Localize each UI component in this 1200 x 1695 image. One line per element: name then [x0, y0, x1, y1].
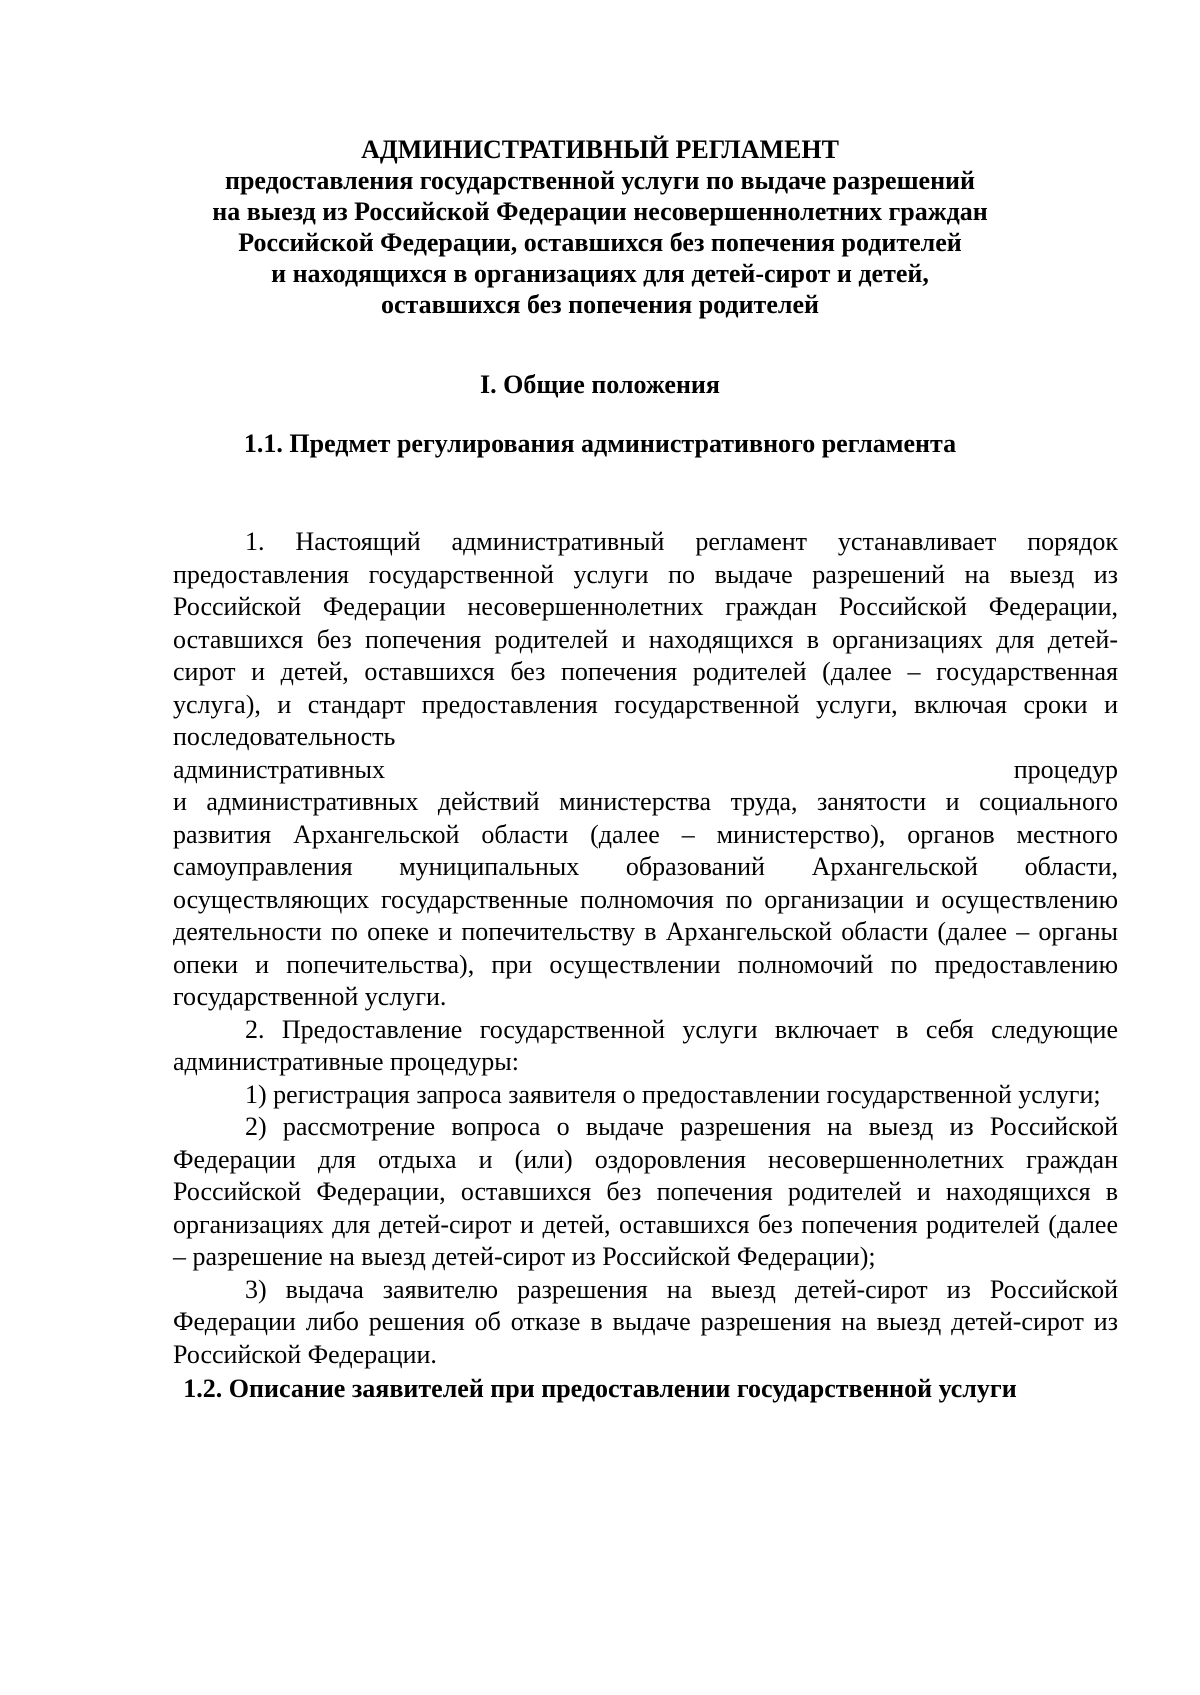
paragraph-1-part2: и административных действий министерства труда, занятости и социального развития Архангельской области (далее – министерство), органов местного самоуправления муниципальных образований Архангельской области, осуществляющих государственные полномочия по организации и осуществлению деятельности по опеке и попечительству в Архангельской области (далее – органы опеки и попечительства), при осуществлении полномочий по предоставлению государственной услуги. [173, 787, 1118, 1011]
list-item-2: 2) рассмотрение вопроса о выдаче разрешения на выезд из Российской Федерации для отдыха и (или) оздоровления несовершеннолетних граждан Российской Федерации, оставшихся без попечения родителей и находящихся в организациях для детей-сирот и детей, оставшихся без попечения родителей (далее – разрешение на выезд детей-сирот из Российской Федерации); [173, 1112, 1118, 1271]
section-heading: I. Общие положения [480, 370, 720, 399]
list-item-1: 1) регистрация запроса заявителя о предоставлении государственной услуги; [245, 1079, 1101, 1109]
subsection-heading-1-2: 1.2. Описание заявителей при предоставлении государственной услуги [183, 1374, 1017, 1403]
title-line: АДМИНИСТРАТИВНЫЙ РЕГЛАМЕНТ [361, 135, 839, 164]
paragraph-1-word-left: административных [173, 754, 385, 784]
document-body [173, 526, 1118, 1371]
paragraph-1-spread-line [173, 754, 1118, 787]
title-line: Российской Федерации, оставшихся без попечения родителей [238, 228, 962, 257]
paragraph-2: 2. Предоставление государственной услуги включает в себя следующие административные процедуры: [173, 1014, 1118, 1076]
title-line: на выезд из Российской Федерации несовершеннолетних граждан [212, 197, 988, 226]
title-line: оставшихся без попечения родителей [381, 290, 819, 319]
document-title [150, 134, 1050, 320]
paragraph-1-part1: 1. Настоящий административный регламент устанавливает порядок предоставления государственной услуги по выдаче разрешений на выезд из Российской Федерации несовершеннолетних граждан Российской Федерации, оставшихся без попечения родителей и находящихся в организациях для детей-сирот и детей, оставшихся без попечения родителей (далее – государственная услуга), и стандарт предоставления государственной услуги, включая сроки и последовательность [173, 527, 1118, 751]
list-item-3: 3) выдача заявителю разрешения на выезд детей-сирот из Российской Федерации либо решения об отказе в выдаче разрешения на выезд детей-сирот из Российской Федерации. [173, 1274, 1118, 1369]
title-line: предоставления государственной услуги по выдаче разрешений [224, 166, 976, 195]
title-line: и находящихся в организациях для детей-сирот и детей, [271, 259, 929, 288]
paragraph-1-word-right: процедур [1013, 754, 1118, 784]
subsection-heading-1-1: 1.1. Предмет регулирования административного регламента [243, 429, 957, 458]
